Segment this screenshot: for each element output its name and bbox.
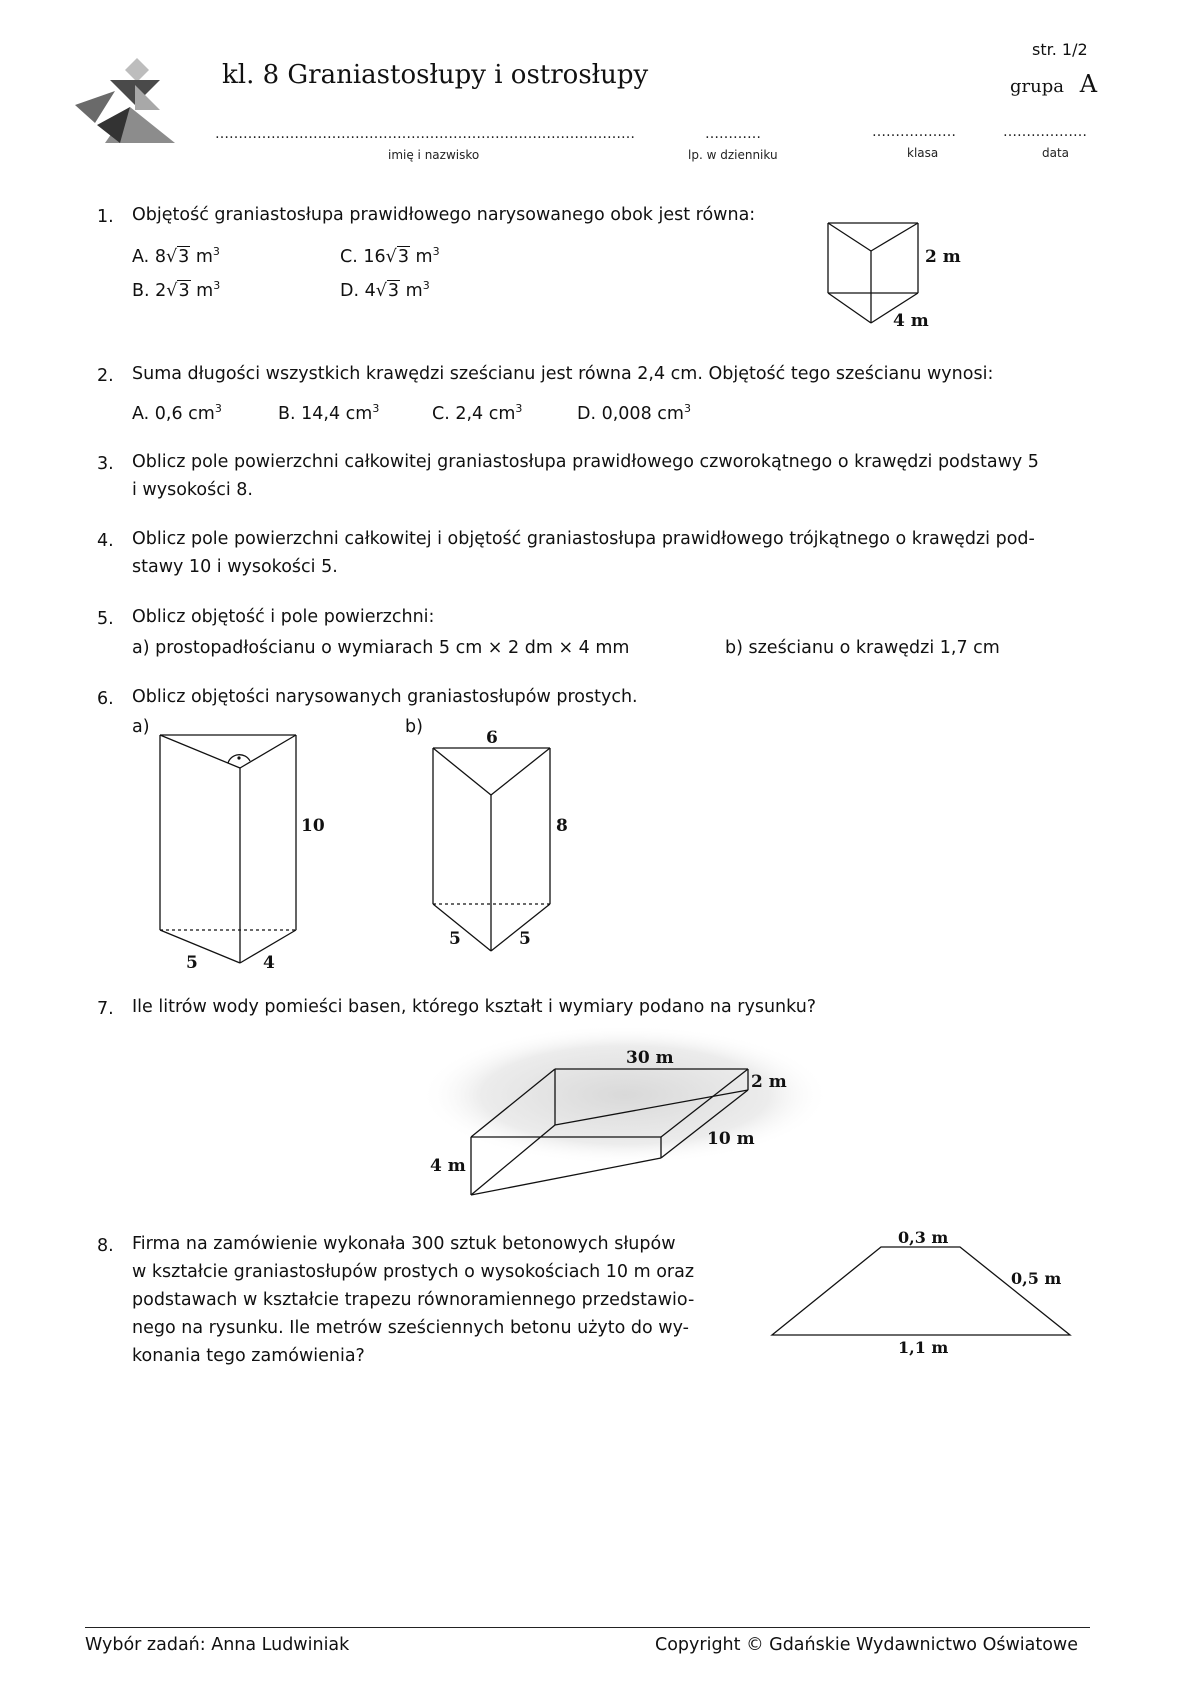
q2-option-b <box>278 400 379 428</box>
q1-option-a-rad: 3 <box>178 247 190 267</box>
q1-option-b: B. 2√3 $m^3$ <box>132 279 221 301</box>
q5-part-a: a) prostopadłościanu o wymiarach 5 cm × 2 dm × 4 mm <box>132 638 630 658</box>
q1-option-a-exp: 3 <box>212 245 220 259</box>
q1-option-b-unit: m <box>196 281 214 301</box>
q1-option-d-exp: 3 <box>422 279 430 293</box>
name-field-dots[interactable]: ……………………………………………………………………………… <box>215 126 635 142</box>
q1-edge-label: 4 m <box>893 311 929 331</box>
q6-b-label: b) <box>405 717 423 737</box>
q2-option-d <box>577 400 691 428</box>
q1-height-label: 2 m <box>925 247 961 267</box>
footer-author: Wybór zadań: Anna Ludwiniak <box>85 1635 350 1655</box>
q2-number: 2. <box>97 366 114 386</box>
q1-text: Objętość graniastosłupa prawidłowego narysowanego obok jest równa: <box>132 205 756 225</box>
q5-text: Oblicz objętość i pole powierzchni: <box>132 607 435 627</box>
q6b-left-label: 5 <box>449 929 461 949</box>
q2-option-a <box>132 400 222 428</box>
publisher-logo <box>75 55 180 145</box>
q8-line3: podstawach w kształcie trapezu równoramiennego przedstawio- <box>132 1290 695 1310</box>
q8-top-label: 0,3 m <box>898 1228 949 1247</box>
q6a-prism-figure <box>150 730 350 973</box>
q4-number: 4. <box>97 531 114 551</box>
q2-option-c-label: C. 2,4 cm <box>432 404 516 424</box>
q8-trapezoid-figure <box>765 1225 1085 1365</box>
q6a-left-label: 5 <box>186 953 198 973</box>
q1-option-b-label: B. <box>132 281 150 301</box>
q2-option-d-exp: 3 <box>683 402 691 416</box>
q8-line4: nego na rysunku. Ile metrów sześciennych betonu użyto do wy- <box>132 1318 689 1338</box>
q7-length-label: 30 m <box>626 1048 674 1068</box>
q7-text: Ile litrów wody pomieści basen, którego kształt i wymiary podano na rysunku? <box>132 997 817 1017</box>
q4-line1: Oblicz pole powierzchni całkowitej i objętość graniastosłupa prawidłowego trójkątnego o krawędzi pod- <box>132 529 1035 549</box>
q5-number: 5. <box>97 609 114 629</box>
q2-option-b-exp: 3 <box>372 402 380 416</box>
q6b-top-label: 6 <box>486 728 498 748</box>
q1-option-d-rad: 3 <box>387 281 400 301</box>
q1-option-a-label: A. <box>132 247 150 267</box>
q1-option-a-coef: 8 <box>154 247 166 267</box>
group-label <box>1010 70 1097 98</box>
number-field-dots[interactable]: ………… <box>705 126 761 142</box>
q1-option-b-coef: 2 <box>155 281 167 301</box>
q6b-height-label: 8 <box>556 816 568 836</box>
q1-option-c: C. 16√3 $m^3$ <box>340 245 440 267</box>
page-number: str. 1/2 <box>1032 40 1088 59</box>
footer-divider <box>85 1627 1090 1628</box>
q3-line1: Oblicz pole powierzchni całkowitej graniastosłupa prawidłowego czworokątnego o krawędzi podstawy 5 <box>132 452 1039 472</box>
q6a-right-label: 4 <box>263 953 275 973</box>
q8-side-label: 0,5 m <box>1011 1269 1062 1288</box>
q2-option-a-label: A. 0,6 cm <box>132 404 215 424</box>
q8-line2: w kształcie graniastosłupów prostych o wysokościach 10 m oraz <box>132 1262 695 1282</box>
q7-deep-label: 4 m <box>430 1156 466 1176</box>
q7-pool-figure <box>395 1025 825 1205</box>
q1-option-c-exp: 3 <box>432 245 440 259</box>
q2-option-d-label: D. 0,008 cm <box>577 404 684 424</box>
q2-option-c <box>432 400 522 428</box>
date-field-caption: data <box>1042 146 1070 160</box>
group-label-text: grupa <box>1010 76 1064 97</box>
q6-number: 6. <box>97 689 114 709</box>
q7-number: 7. <box>97 999 114 1019</box>
name-field-caption: imię i nazwisko <box>388 148 480 162</box>
q2-text: Suma długości wszystkich krawędzi sześcianu jest równa 2,4 cm. Objętość tego sześcianu wynosi: <box>132 364 994 384</box>
q6b-right-label: 5 <box>519 929 531 949</box>
q6-a-label: a) <box>132 717 150 737</box>
q1-option-d-label: D. <box>340 281 360 301</box>
q1-option-c-coef: 16 <box>363 247 386 267</box>
q1-number: 1. <box>97 207 114 227</box>
date-field-dots[interactable]: ……………… <box>1003 124 1087 140</box>
q7-width-label: 10 m <box>707 1129 755 1149</box>
q1-option-c-rad: 3 <box>397 247 409 267</box>
q2-option-a-exp: 3 <box>214 402 222 416</box>
q1-option-d: D. 4√3 $m^3$ <box>340 279 430 301</box>
q1-option-d-coef: 4 <box>364 281 376 301</box>
q1-option-b-exp: 3 <box>213 279 221 293</box>
q3-number: 3. <box>97 454 114 474</box>
page-title: kl. 8 Graniastosłupy i ostrosłupy <box>222 60 649 90</box>
q6a-height-label: 10 <box>301 816 325 836</box>
q3-line2: i wysokości 8. <box>132 480 253 500</box>
q4-line2: stawy 10 i wysokości 5. <box>132 557 338 577</box>
q8-line1: Firma na zamówienie wykonała 300 sztuk betonowych słupów <box>132 1234 676 1254</box>
group-value: A <box>1079 70 1098 98</box>
footer-copyright: Copyright © Gdańskie Wydawnictwo Oświatowe <box>655 1635 1079 1655</box>
q8-number: 8. <box>97 1236 114 1256</box>
number-field-caption: lp. w dzienniku <box>688 148 778 162</box>
q1-option-d-unit: m <box>405 281 423 301</box>
q6-text: Oblicz objętości narysowanych graniastosłupów prostych. <box>132 687 638 707</box>
class-field-caption: klasa <box>907 146 939 160</box>
q5-part-b: b) sześcianu o krawędzi 1,7 cm <box>725 638 1000 658</box>
q8-bottom-label: 1,1 m <box>898 1338 949 1357</box>
q1-option-a: A. 8√3 $m^3$ <box>132 245 220 267</box>
q1-option-a-unit: m <box>195 247 213 267</box>
q6b-prism-figure <box>425 730 585 960</box>
q1-option-c-unit: m <box>415 247 433 267</box>
class-field-dots[interactable]: ……………… <box>872 124 956 140</box>
q7-shallow-label: 2 m <box>751 1072 787 1092</box>
q2-option-b-label: B. 14,4 cm <box>278 404 373 424</box>
q1-prism-figure <box>820 215 980 335</box>
q1-option-c-label: C. <box>340 247 358 267</box>
q1-option-b-rad: 3 <box>178 281 190 301</box>
q2-option-c-exp: 3 <box>515 402 523 416</box>
q8-line5: konania tego zamówienia? <box>132 1346 365 1366</box>
